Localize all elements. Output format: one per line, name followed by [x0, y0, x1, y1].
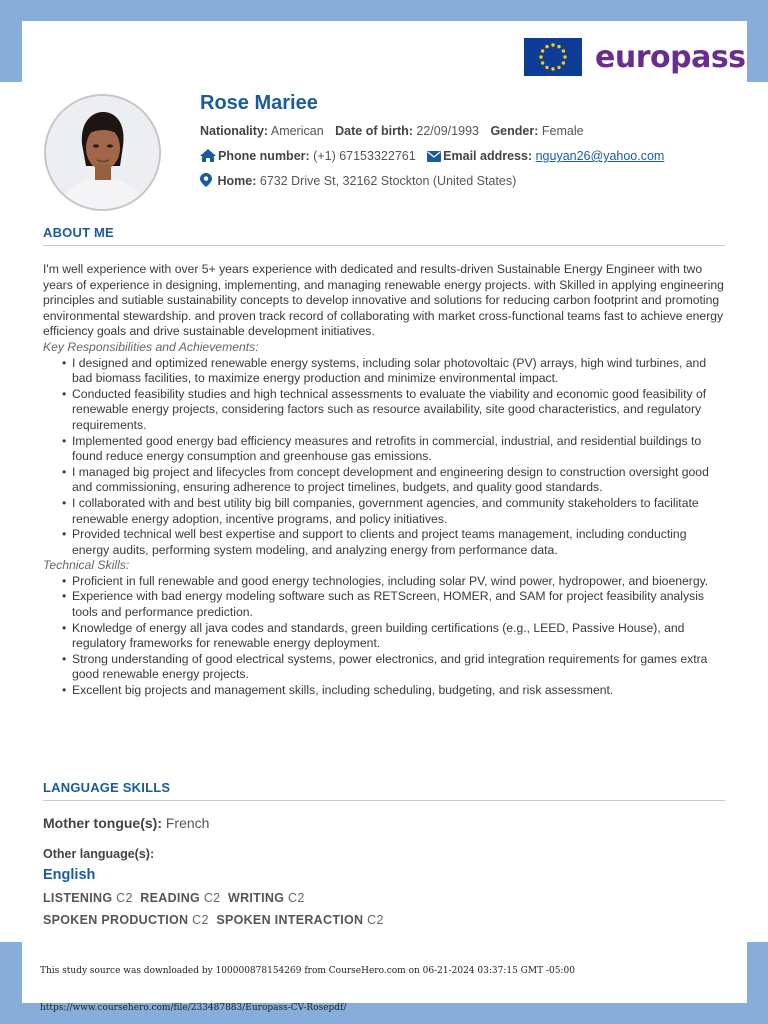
map-pin-icon — [200, 173, 212, 190]
language-levels-row-1 — [43, 891, 305, 905]
nationality-label: Nationality: — [200, 124, 269, 138]
address-line — [200, 173, 516, 190]
list-item: • Implemented good energy bad efficiency measures and retrofits in commercial, industrial, and residential buildings to found reduce energy consumption and greenhouse gas emissions. — [62, 434, 727, 465]
language-heading: LANGUAGE SKILLS — [43, 780, 171, 795]
phone-value: (+1) 67153322761 — [313, 149, 416, 163]
mother-tongue-label: Mother tongue(s): — [43, 815, 162, 831]
logo-text: europass — [595, 39, 746, 75]
eu-star — [545, 45, 548, 48]
cv-page — [22, 21, 747, 1003]
home-label: Home: — [217, 174, 257, 188]
eu-star — [562, 49, 565, 52]
contact-line — [200, 149, 664, 165]
eu-star — [541, 61, 544, 64]
list-item: • I designed and optimized renewable energy systems, including solar photovoltaic (PV) arrays, high wind turbines, and bad biomass facilities, to maximize energy production and minimize environmental impact. — [62, 356, 727, 387]
writing-label: WRITING — [227, 891, 285, 905]
language-levels-row-2 — [43, 913, 384, 927]
language-divider — [43, 800, 725, 801]
list-item: • Strong understanding of good electrical systems, power electronics, and grid integration requirements for games extra good renewable energy projects. — [62, 652, 727, 683]
about-body — [43, 262, 727, 699]
spoken-production-label: SPOKEN PRODUCTION — [43, 913, 189, 927]
listening-level: C2 — [116, 891, 133, 905]
eu-star — [539, 55, 542, 58]
responsibilities-heading: Key Responsibilities and Achievements: — [43, 339, 259, 354]
eu-star — [562, 61, 565, 64]
list-item: • I collaborated with and best utility big bill companies, government agencies, and community stakeholders to facilitate renewable energy adoption, incentive programs, and policy initiatives. — [62, 496, 727, 527]
nationality-value: American — [270, 124, 324, 138]
spoken-production-level: C2 — [192, 913, 209, 927]
personal-info-line — [200, 124, 584, 138]
profile-photo — [44, 94, 161, 211]
about-heading: ABOUT ME — [43, 225, 114, 240]
technical-skills-list — [62, 574, 727, 699]
mother-tongue — [43, 815, 209, 831]
person-name: Rose Mariee — [200, 92, 318, 114]
language-name: English — [43, 867, 96, 883]
writing-level: C2 — [288, 891, 305, 905]
eu-star — [541, 49, 544, 52]
list-item: • Knowledge of energy all java codes and standards, green building certifications (e.g., LEED, Passive House), and regulatory frameworks for renewable energy deployment. — [62, 621, 727, 652]
eu-star — [545, 66, 548, 69]
email-link[interactable]: nguyan26@yahoo.com — [535, 149, 665, 163]
reading-level: C2 — [203, 891, 221, 905]
home-phone-icon — [200, 149, 216, 165]
gender-value: Female — [541, 124, 584, 138]
dob-label: Date of birth: — [335, 124, 413, 138]
spoken-interaction-level: C2 — [367, 913, 384, 927]
envelope-icon — [427, 151, 441, 165]
responsibilities-list — [62, 356, 727, 559]
europass-logo — [524, 38, 746, 76]
mother-tongue-value: French — [165, 815, 210, 831]
eu-star — [557, 45, 560, 48]
email-label: Email address: — [443, 149, 533, 163]
eu-star — [563, 55, 566, 58]
eu-flag-icon — [524, 38, 582, 76]
source-url[interactable]: https://www.coursehero.com/file/233487883/Europass-CV-Rosepdf/ — [40, 1003, 347, 1013]
download-note: This study source was downloaded by 100000878154269 from CourseHero.com on 06-21-2024 03:37:15 GMT -05:00 — [40, 966, 575, 976]
home-value: 6732 Drive St, 32162 Stockton (United States) — [259, 174, 517, 188]
reading-label: READING — [140, 891, 201, 905]
list-item: • Excellent big projects and management skills, including scheduling, budgeting, and risk assessment. — [62, 683, 727, 699]
other-languages-label: Other language(s): — [43, 847, 155, 861]
eu-star — [557, 66, 560, 69]
list-item: • Proficient in full renewable and good energy technologies, including solar PV, wind power, hydropower, and bioenergy. — [62, 574, 727, 590]
phone-label: Phone number: — [218, 149, 310, 163]
about-intro: I'm well experience with over 5+ years experience with dedicated and results-driven Sustainable Energy Engineer with two years of experience in designing, implementing, and managing renewable energy projects. with Skilled in applying engineering principles and sutiable sustainability concepts to develop innovative and solutions for reducing carbon footprint and promoting environmental stewardship. and proven track record of collaborating with market cross-functional teams fast to achieve energy efficiency goals and drive sustainable development initiatives. — [43, 262, 724, 339]
list-item: • Conducted feasibility studies and high technical assessments to evaluate the viability and economic good feasibility of renewable energy projects, considering factors such as resource availability, site good characteristics, and regulatory requirements. — [62, 387, 727, 434]
list-item: • Experience with bad energy modeling software such as RETScreen, HOMER, and SAM for project feasibility analysis tools and performance prediction. — [62, 589, 727, 620]
eu-star — [551, 67, 554, 70]
eu-star — [551, 43, 554, 46]
about-divider — [43, 245, 725, 246]
gender-label: Gender: — [490, 124, 539, 138]
list-item: • I managed big project and lifecycles from concept development and engineering design to construction oversight good and commissioning, ensuring adherence to project timelines, budgets, and quality good standards. — [62, 465, 727, 496]
dob-value: 22/09/1993 — [416, 124, 479, 138]
spoken-interaction-label: SPOKEN INTERACTION — [216, 913, 364, 927]
listening-label: LISTENING — [43, 891, 113, 905]
list-item: • Provided technical well best expertise and support to clients and project teams management, including conducting energy audits, performing system modeling, and analyzing energy from performance data. — [62, 527, 727, 558]
technical-skills-heading: Technical Skills: — [43, 558, 130, 573]
